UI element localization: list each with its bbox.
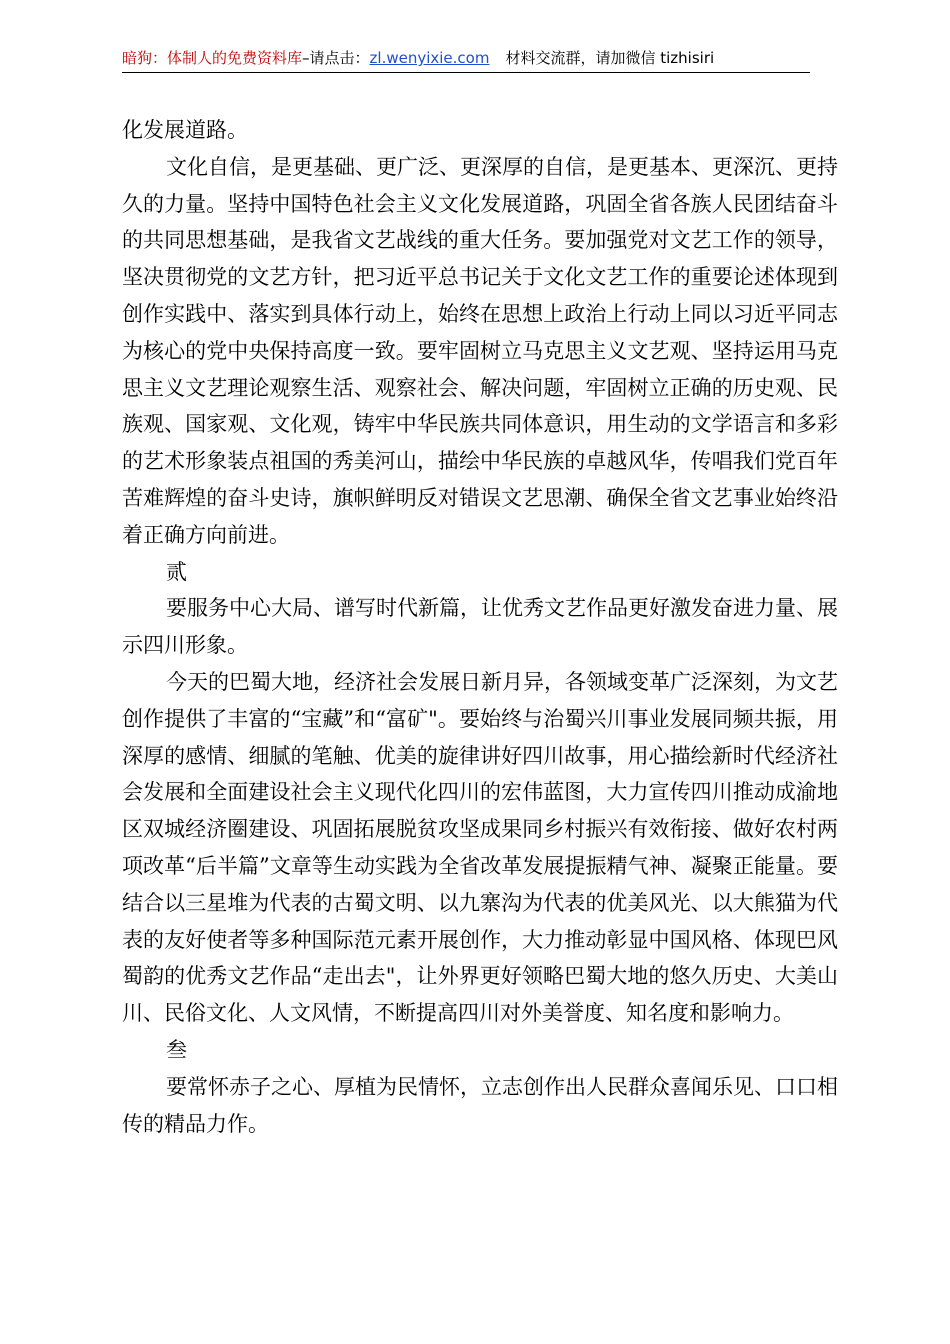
section-heading-2: 贰 xyxy=(166,559,187,584)
header-prompt: –请点击： xyxy=(302,49,370,67)
paragraph: 文化自信，是更基础、更广泛、更深厚的自信，是更基本、更深沉、更持久的力量。坚持中国特色社会主义文化发展道路，巩固全省各族人民团结奋斗的共同思想基础，是我省文艺战线的重大任务。要加强党对文艺工作的领导，坚决贯彻党的文艺方针，把习近平总书记关于文化文艺工作的重要论述体现到创作实践中、落实到具体行动上，始终在思想上政治上行动上同以习近平同志为核心的党中央保持高度一致。要牢固树立马克思主义文艺观、坚持运用马克思主义文艺理论观察生活、观察社会、解决问题，牢固树立正确的历史观、民族观、国家观、文化观，铸牢中华民族共同体意识，用生动的文学语言和多彩的艺术形象装点祖国的秀美河山，描绘中华民族的卓越风华，传唱我们党百年苦难辉煌的奋斗史诗，旗帜鲜明反对错误文艺思潮、确保全省文艺事业始终沿着正确方向前进。 xyxy=(122,154,838,547)
document-body xyxy=(122,112,838,1142)
section-heading-3: 叁 xyxy=(166,1037,187,1062)
page-header xyxy=(122,46,810,73)
header-site-name: 暗狗：体制人的免费资料库 xyxy=(122,49,303,67)
header-link[interactable]: zl.wenyixie.com xyxy=(369,49,490,67)
paragraph: 要常怀赤子之心、厚植为民情怀，立志创作出人民群众喜闻乐见、口口相传的精品力作。 xyxy=(122,1074,838,1136)
header-group-info: 材料交流群，请加微信 tizhisiri xyxy=(505,49,715,67)
paragraph: 今天的巴蜀大地，经济社会发展日新月异，各领域变革广泛深刻，为文艺创作提供了丰富的“宝藏”和“富矿"。要始终与治蜀兴川事业发展同频共振，用深厚的感情、细腻的笔触、优美的旋律讲好四川故事，用心描绘新时代经济社会发展和全面建设社会主义现代化四川的宏伟蓝图，大力宣传四川推动成渝地区双城经济圈建设、巩固拓展脱贫攻坚成果同乡村振兴有效衔接、做好农村两项改革“后半篇”文章等生动实践为全省改革发展提振精气神、凝聚正能量。要结合以三星堆为代表的古蜀文明、以九寨沟为代表的优美风光、以大熊猫为代表的友好使者等多种国际范元素开展创作，大力推动彰显中国风格、体现巴风蜀韵的优秀文艺作品“走出去"，让外界更好领略巴蜀大地的悠久历史、大美山川、民俗文化、人文风情，不断提高四川对外美誉度、知名度和影响力。 xyxy=(122,669,838,1026)
paragraph: 化发展道路。 xyxy=(122,118,248,142)
paragraph: 要服务中心大局、谱写时代新篇，让优秀文艺作品更好激发奋进力量、展示四川形象。 xyxy=(122,596,838,658)
